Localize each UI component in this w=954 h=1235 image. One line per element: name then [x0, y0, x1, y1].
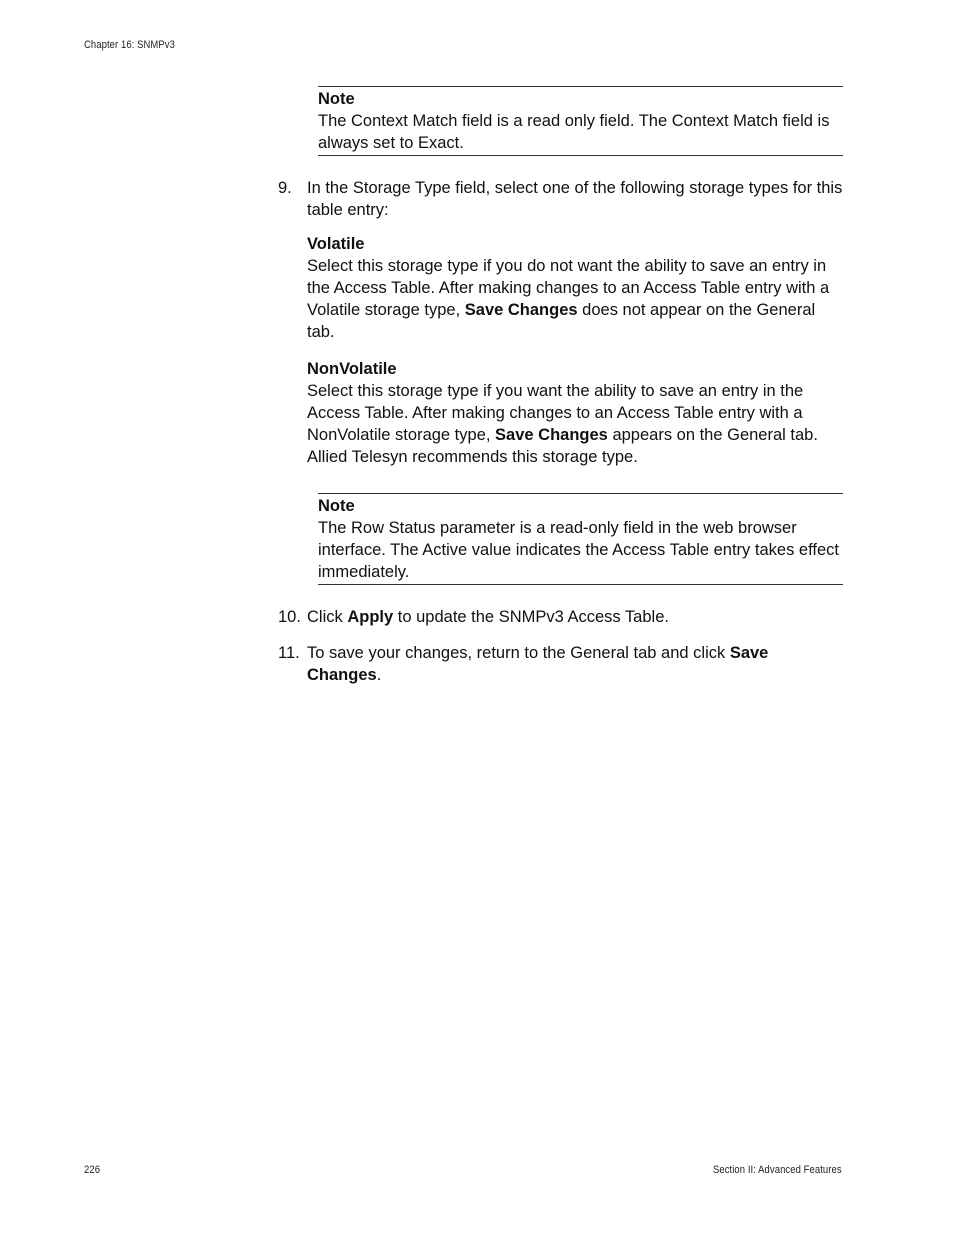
step11-text-after: .	[376, 666, 382, 684]
step11-bold: Save Changes	[307, 644, 769, 684]
note-context-match	[318, 86, 843, 156]
term-nonvolatile	[307, 358, 832, 468]
term-title-volatile: Volatile	[307, 235, 365, 253]
footer-page-number: 226	[84, 1164, 101, 1176]
note-title: Note	[318, 90, 355, 108]
note-row-status	[318, 493, 843, 585]
note-title: Note	[318, 497, 355, 515]
volatile-bold: Save Changes	[464, 301, 578, 319]
volatile-text-after: does not appear on the General tab.	[307, 301, 816, 341]
step-number: 9.	[278, 179, 292, 197]
step10-bold: Apply	[347, 608, 394, 626]
term-title-nonvolatile: NonVolatile	[307, 360, 397, 378]
running-header-chapter: Chapter 16: SNMPv3	[84, 39, 175, 51]
footer-section: Section II: Advanced Features	[713, 1164, 842, 1176]
note-body: The Row Status parameter is a read-only field in the web browser interface. The Active value indicates the Access Table entry takes effect immediately.	[318, 519, 839, 581]
step10-text-before: Click	[307, 608, 348, 626]
step-number: 10.	[278, 608, 301, 626]
nonvolatile-text-before: Select this storage type if you want the ability to save an entry in the Access Table. After making changes to an Access Table entry with a NonVolatile storage type,	[307, 382, 804, 444]
term-description-nonvolatile	[307, 382, 818, 466]
note-body: The Context Match field is a read only field. The Context Match field is always set to Exact.	[318, 112, 830, 152]
step-11	[278, 642, 808, 686]
nonvolatile-text-after: appears on the General tab. Allied Telesyn recommends this storage type.	[307, 426, 818, 466]
term-volatile	[307, 233, 832, 343]
nonvolatile-bold: Save Changes	[495, 426, 608, 444]
step-text	[307, 642, 808, 686]
step-9	[278, 177, 843, 221]
step-text: In the Storage Type field, select one of the following storage types for this table entry:	[307, 179, 843, 219]
step-text	[307, 606, 843, 628]
step10-text-after: to update the SNMPv3 Access Table.	[393, 608, 669, 626]
volatile-text-before: Select this storage type if you do not want the ability to save an entry in the Access Table. After making changes to an Access Table entry with a Volatile storage type,	[307, 257, 830, 319]
step-10	[278, 606, 843, 628]
term-description-volatile	[307, 257, 829, 341]
step11-text-before: To save your changes, return to the General tab and click	[307, 644, 730, 662]
step-number: 11.	[278, 644, 300, 662]
